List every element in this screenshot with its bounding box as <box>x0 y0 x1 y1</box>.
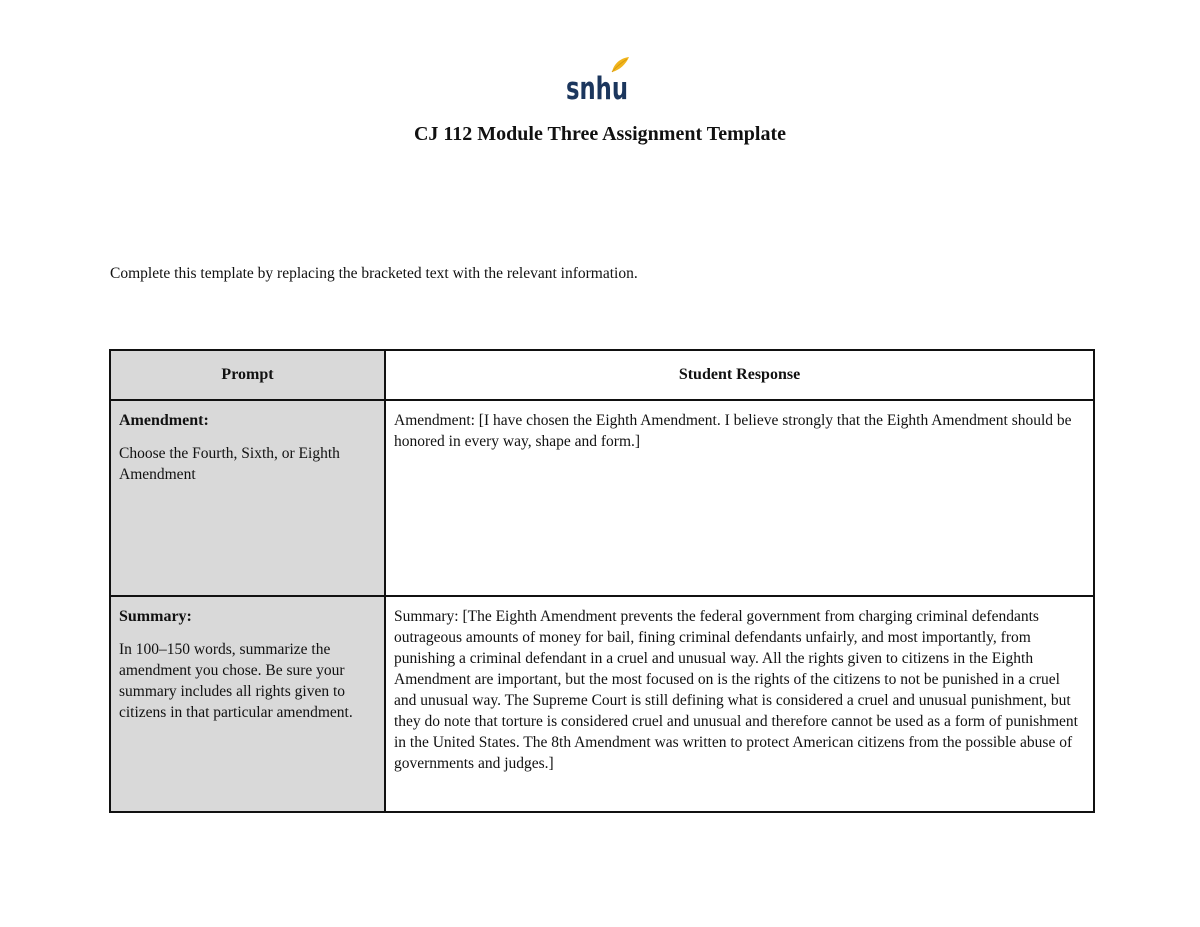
response-column-header: Student Response <box>385 350 1094 400</box>
prompt-text: Choose the Fourth, Sixth, or Eighth Amendment <box>119 445 340 483</box>
table-row <box>110 400 1094 596</box>
response-text[interactable]: Summary: [The Eighth Amendment prevents the federal government from charging criminal defendants outrageous amounts of money for bail, fining criminal defendants unfairly, and most importantly, from punishing a criminal defendant in a cruel and unusual way. All the rights given to citizens in the Eighth Amendment are important, but the most focused on is the rights of the citizens to not be punished in a cruel and unusual way. The Supreme Court is still defining what is considered a cruel and unusual punishment, but they do note that torture is considered cruel and unusual and therefore cannot be used as a form of punishment in the United States. The 8th Amendment was written to protect American citizens from the possible abuse of governments and judges.] <box>394 608 1078 772</box>
assignment-table <box>109 349 1095 813</box>
table-header-row <box>110 350 1094 400</box>
prompt-label: Summary: <box>119 608 192 625</box>
response-cell[interactable] <box>385 400 1094 596</box>
response-text[interactable]: Amendment: [I have chosen the Eighth Amendment. I believe strongly that the Eighth Amendment should be honored in every way, shape and form.] <box>394 412 1072 450</box>
snhu-logo <box>566 56 632 107</box>
instructions-text: Complete this template by replacing the bracketed text with the relevant information. <box>110 265 638 282</box>
logo-text: snhu <box>566 71 628 107</box>
prompt-cell <box>110 400 385 596</box>
page-title: CJ 112 Module Three Assignment Template <box>413 123 787 145</box>
response-cell[interactable] <box>385 596 1094 812</box>
prompt-cell <box>110 596 385 812</box>
table-row <box>110 596 1094 812</box>
prompt-label: Amendment: <box>119 412 209 429</box>
prompt-column-header: Prompt <box>110 350 385 400</box>
prompt-text: In 100–150 words, summarize the amendment you chose. Be sure your summary includes all rights given to citizens in that particular amendment. <box>119 641 353 721</box>
